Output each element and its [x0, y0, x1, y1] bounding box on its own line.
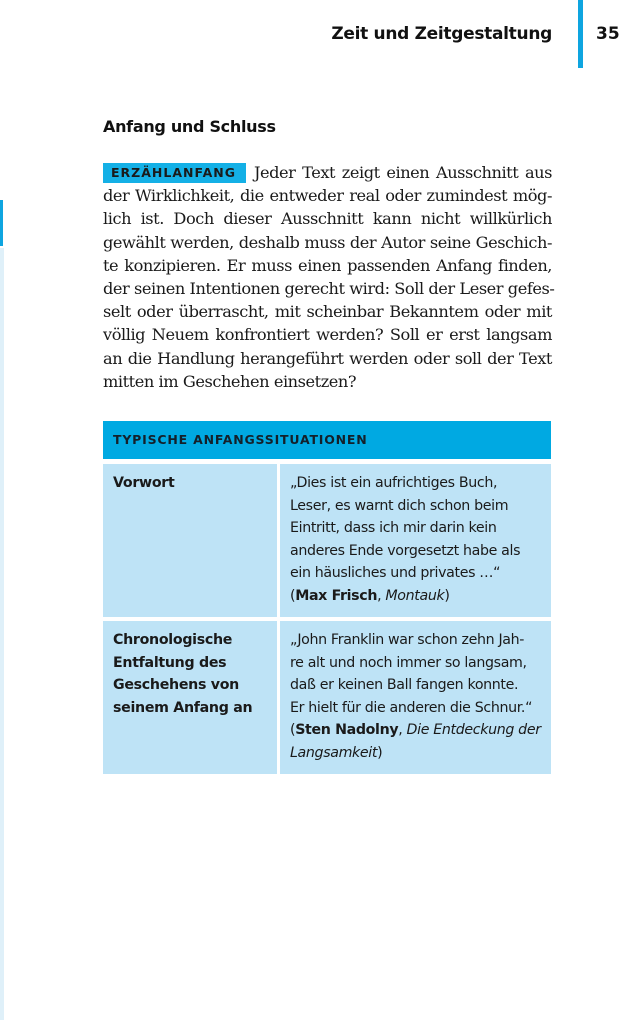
paragraph-line: ERZÄHLANFANG Jeder Text zeigt einen Ausschnitt aus — [103, 161, 552, 184]
paragraph-line: mitten im Geschehen einsetzen? — [103, 371, 357, 391]
cite-author: Max Frisch — [295, 587, 378, 604]
paragraph-line: gewählt werden, deshalb muss der Autor seine Geschich- — [103, 232, 552, 252]
citation: (Sten Nadolny, Die Entdeckung der — [290, 722, 541, 738]
paragraph-line: völlig Neuem konfrontiert werden? Soll er erst langsam — [103, 325, 552, 345]
paragraph-line: der seinen Intentionen gerecht wird: Soll der Leser gefes- — [103, 279, 555, 299]
thumb-index-marker — [0, 200, 3, 246]
cite-author: Sten Nadolny — [295, 722, 399, 738]
table-header: TYPISCHE ANFANGSSITUATIONEN — [103, 421, 551, 459]
section-title: Anfang und Schluss — [103, 117, 276, 136]
header-accent-rule — [578, 0, 583, 68]
paragraph-line: selt oder überrascht, mit scheinbar Bekanntem oder mit — [103, 302, 552, 322]
cite-title: Montauk — [385, 587, 445, 604]
quote-cell: „John Franklin war schon zehn Jah- re alt und noch immer so langsam, daß er keinen Ball fangen konnte. Er hielt für die anderen die Schnur.“ (Sten Nadolny, Die Entdeckung der Langsamkeit) — [280, 621, 551, 774]
table-row — [103, 621, 551, 774]
paragraph-line: an die Handlung herangeführt werden oder soll der Text — [103, 348, 552, 368]
page-number: 35 — [596, 24, 620, 44]
term-cell: Chronologische Entfaltung des Geschehens von seinem Anfang an — [103, 621, 277, 774]
quote-cell: „Dies ist ein aufrichtiges Buch, Leser, es warnt dich schon beim Eintritt, dass ich mir darin kein anderes Ende vorgesetzt habe als ein häusliches und privates …“ (Max Frisch, Montauk) — [280, 464, 551, 617]
opening-situations-table — [103, 421, 551, 774]
page-edge-strip — [0, 248, 4, 1020]
citation-continued: Langsamkeit) — [290, 744, 383, 761]
paragraph-line: te konzipieren. Er muss einen passenden Anfang finden, — [103, 255, 552, 275]
citation: (Max Frisch, Montauk) — [290, 587, 450, 604]
paragraph-line: lich ist. Doch dieser Ausschnitt kann nicht willkürlich — [103, 209, 552, 229]
running-head-title: Zeit und Zeitgestaltung — [331, 24, 552, 44]
body-paragraph — [103, 161, 555, 393]
term-cell: Vorwort — [103, 464, 277, 617]
cite-title: Die Entdeckung der — [406, 722, 541, 738]
table-row — [103, 464, 551, 617]
paragraph-line: der Wirklichkeit, die entweder real oder zumindest mög- — [103, 186, 552, 206]
keyword-tag: ERZÄHLANFANG — [103, 163, 246, 183]
